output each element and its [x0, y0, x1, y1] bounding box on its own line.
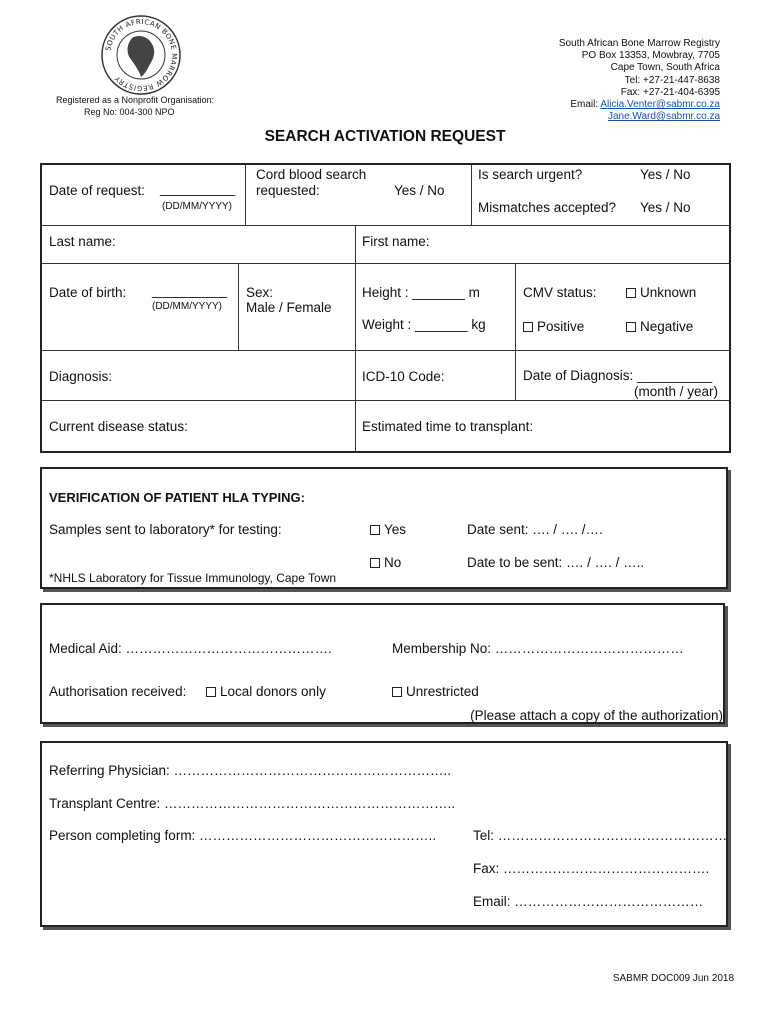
diagnosis-label: Diagnosis: [49, 369, 113, 384]
local-donors-checkbox[interactable] [206, 684, 326, 699]
weight-field[interactable]: Weight : _______ kg [362, 317, 486, 332]
org-address2: Cape Town, South Africa [610, 62, 720, 74]
transplant-centre-field[interactable]: Transplant Centre: ……………………………………………………….. [49, 796, 456, 811]
cmv-unknown-label: Unknown [640, 285, 697, 300]
dob-format-hint: (DD/MM/YYYY) [152, 301, 222, 312]
mismatch-yes-no[interactable]: Yes / No [640, 200, 691, 215]
mismatch-label: Mismatches accepted? [478, 200, 617, 215]
sex-label: Sex: [246, 285, 274, 300]
checkbox-icon [626, 322, 636, 332]
cord-blood-yes-no[interactable]: Yes / No [394, 183, 445, 198]
cmv-unknown-checkbox[interactable] [626, 285, 696, 300]
sex-options[interactable]: Male / Female [246, 300, 332, 315]
month-year-hint: (month / year) [633, 384, 718, 399]
hla-heading: VERIFICATION OF PATIENT HLA TYPING: [49, 490, 305, 505]
email-link-alicia[interactable]: Alicia.Venter@sabmr.co.za [600, 99, 720, 111]
disease-status-label: Current disease status: [49, 419, 188, 434]
samples-yes-label: Yes [384, 522, 407, 537]
samples-no-checkbox[interactable] [370, 555, 401, 570]
icd-label: ICD-10 Code: [362, 369, 445, 384]
checkbox-icon [626, 288, 636, 298]
membership-field[interactable]: Membership No: …………………………………… [392, 641, 684, 656]
cord-blood-label-1: Cord blood search [256, 167, 367, 182]
checkbox-icon [370, 558, 380, 568]
address-block [559, 38, 720, 123]
cmv-positive-checkbox[interactable] [523, 319, 584, 334]
attach-note: (Please attach a copy of the authorization) [470, 708, 723, 723]
lab-note: *NHLS Laboratory for Tissue Immunology, Cape Town [49, 571, 337, 585]
org-address1: PO Box 13353, Mowbray, 7705 [581, 50, 720, 62]
dob-label: Date of birth: [49, 285, 127, 300]
first-name-label: First name: [362, 234, 430, 249]
registry-logo [100, 14, 182, 96]
date-of-diagnosis-field[interactable]: Date of Diagnosis: __________ [523, 368, 713, 383]
checkbox-icon [392, 687, 402, 697]
medical-aid-section [40, 603, 725, 724]
samples-no-label: No [384, 555, 402, 570]
samples-label: Samples sent to laboratory* for testing: [49, 522, 282, 537]
dob-field[interactable]: __________ [152, 283, 228, 298]
person-completing-field[interactable]: Person completing form: …………………………………………….. [49, 828, 437, 843]
cmv-positive-label: Positive [537, 319, 585, 334]
email-label: Email: [570, 99, 601, 111]
height-field[interactable]: Height : _______ m [362, 285, 480, 300]
nonprofit-text: Registered as a Nonprofit Organisation: [56, 95, 215, 105]
referring-physician-field[interactable]: Referring Physician: …………………………………………………….. [49, 763, 452, 778]
email-link-jane[interactable]: Jane.Ward@sabmr.co.za [607, 111, 720, 123]
document-code: SABMR DOC009 Jun 2018 [612, 973, 734, 984]
date-of-request-label: Date of request: [49, 183, 146, 198]
checkbox-icon [206, 687, 216, 697]
date-of-request-field[interactable]: __________ [160, 181, 236, 196]
urgent-yes-no[interactable]: Yes / No [640, 167, 691, 182]
unrestricted-label: Unrestricted [406, 684, 479, 699]
reg-number: Reg No: 004-300 NPO [84, 107, 175, 117]
date-to-be-sent-field[interactable]: Date to be sent: …. / …. / ….. [467, 555, 645, 570]
org-fax: Fax: +27-21-404-6395 [620, 86, 720, 98]
logo-text: SOUTH AFRICAN BONE MARROW REGISTRY [104, 17, 179, 93]
cmv-negative-checkbox[interactable] [626, 319, 693, 334]
email-field[interactable]: Email: …………………………………… [473, 894, 704, 909]
authorisation-label: Authorisation received: [49, 684, 187, 699]
cmv-negative-label: Negative [640, 319, 694, 334]
samples-yes-checkbox[interactable] [370, 522, 406, 537]
last-name-label: Last name: [49, 234, 116, 249]
fax-field[interactable]: Fax: ………………………………………. [473, 861, 710, 876]
est-time-label: Estimated time to transplant: [362, 419, 534, 434]
unrestricted-checkbox[interactable] [392, 684, 479, 699]
medical-aid-field[interactable]: Medical Aid: ………………………………………. [49, 641, 332, 656]
cmv-label: CMV status: [523, 285, 597, 300]
checkbox-icon [523, 322, 533, 332]
date-format-hint: (DD/MM/YYYY) [162, 201, 232, 212]
tel-field[interactable]: Tel: …………………………………………… [473, 828, 728, 843]
local-donors-label: Local donors only [220, 684, 326, 699]
page-title: SEARCH ACTIVATION REQUEST [264, 128, 506, 145]
cord-blood-label-2: requested: [256, 183, 320, 198]
patient-details-section [40, 163, 731, 453]
checkbox-icon [370, 525, 380, 535]
urgent-label: Is search urgent? [478, 167, 583, 182]
org-tel: Tel: +27-21-447-8638 [624, 74, 720, 86]
date-sent-field[interactable]: Date sent: …. / …. /…. [467, 522, 603, 537]
org-name: South African Bone Marrow Registry [558, 38, 720, 49]
